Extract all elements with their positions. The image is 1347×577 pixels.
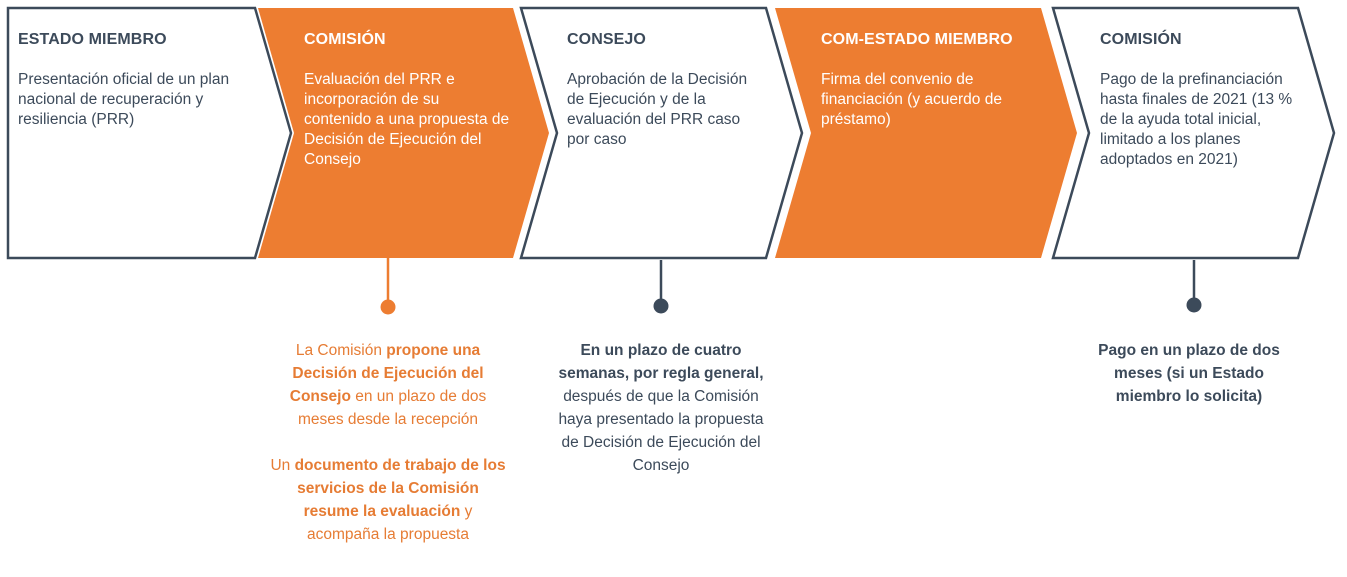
step-4-actor: COM-ESTADO MIEMBRO <box>821 31 1013 48</box>
comision-note-paragraph-1: La Comisión propone una Decisión de Ejecución del Consejo en un plazo de dos meses desde la recepción <box>289 342 487 428</box>
consejo-note: En un plazo de cuatro semanas, por regla general, después de que la Comisión haya presentado la propuesta de Decisión de Ejecución del Consejo <box>558 342 764 474</box>
step-2-text: Evaluación del PRR e incorporación de su contenido a una propuesta de Decisión de Ejecución del Consejo <box>304 71 510 168</box>
step-2-actor: COMISIÓN <box>304 31 386 48</box>
step-5 <box>1100 31 1296 170</box>
step-5-text: Pago de la prefinanciación hasta finales de 2021 (13 % de la ayuda total inicial, limitado a los planes adoptados en 2021) <box>1100 71 1293 168</box>
step-2 <box>304 31 510 170</box>
step-3-actor: CONSEJO <box>567 31 646 48</box>
step-1-actor: ESTADO MIEMBRO <box>18 31 167 48</box>
consejo-connector-dot <box>654 299 669 314</box>
pago-note: Pago en un plazo de dos meses (si un Estado miembro lo solicita) <box>1098 342 1280 405</box>
step-3 <box>567 31 763 150</box>
comision-note <box>270 339 506 546</box>
step-5-actor: COMISIÓN <box>1100 31 1182 48</box>
step-1 <box>18 31 258 130</box>
comision-note-paragraph-2: Un documento de trabajo de los servicios de la Comisión resume la evaluación y acompaña la propuesta <box>270 457 506 543</box>
step-1-text: Presentación oficial de un plan nacional de recuperación y resiliencia (PRR) <box>18 71 230 128</box>
comision-connector-dot <box>381 300 396 315</box>
pago-connector-dot <box>1187 298 1202 313</box>
step-4 <box>821 31 1031 130</box>
step-3-text: Aprobación de la Decisión de Ejecución y de la evaluación del PRR caso por caso <box>567 71 748 148</box>
step-4-text: Firma del convenio de financiación (y acuerdo de préstamo) <box>821 71 1002 128</box>
